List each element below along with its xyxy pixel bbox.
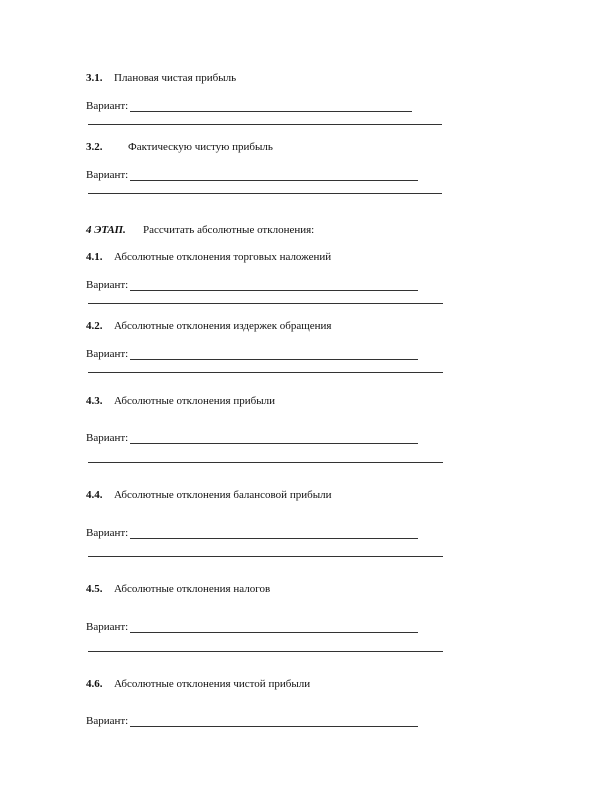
variant-line	[86, 715, 418, 727]
variant-line	[86, 100, 412, 112]
variant-line	[86, 621, 418, 633]
stage-label: 4 ЭТАП.	[86, 224, 126, 236]
variant-line	[86, 169, 418, 181]
answer-field[interactable]	[130, 433, 418, 444]
section-number: 4.5.	[86, 583, 103, 595]
variant-line	[86, 348, 418, 360]
answer-rule[interactable]	[88, 651, 443, 652]
answer-field[interactable]	[130, 716, 418, 727]
section-4-6-heading	[86, 678, 310, 690]
section-3-2-heading	[86, 141, 273, 153]
section-title: Абсолютные отклонения прибыли	[114, 395, 275, 407]
variant-label: Вариант:	[86, 100, 129, 112]
section-4-2-heading	[86, 320, 331, 332]
variant-label: Вариант:	[86, 348, 129, 360]
section-number: 4.6.	[86, 678, 103, 690]
section-number: 4.1.	[86, 251, 103, 263]
answer-field[interactable]	[130, 170, 418, 181]
section-4-5-heading	[86, 583, 270, 595]
section-title: Абсолютные отклонения чистой прибыли	[114, 678, 311, 690]
answer-rule[interactable]	[88, 462, 443, 463]
variant-line	[86, 432, 418, 444]
answer-rule[interactable]	[88, 303, 443, 304]
section-3-1-heading	[86, 72, 236, 84]
variant-line	[86, 527, 418, 539]
answer-field[interactable]	[130, 349, 418, 360]
stage-title: Рассчитать абсолютные отклонения:	[143, 224, 315, 236]
section-title: Абсолютные отклонения налогов	[114, 583, 271, 595]
answer-rule[interactable]	[88, 372, 443, 373]
section-4-3-heading	[86, 395, 275, 407]
section-number: 4.2.	[86, 320, 103, 332]
section-title: Плановая чистая прибыль	[114, 72, 237, 84]
section-4-4-heading	[86, 489, 331, 501]
variant-label: Вариант:	[86, 432, 129, 444]
variant-label: Вариант:	[86, 527, 129, 539]
section-title: Абсолютные отклонения издержек обращения	[114, 320, 332, 332]
variant-label: Вариант:	[86, 715, 129, 727]
stage-4-heading	[86, 224, 314, 236]
answer-field[interactable]	[130, 280, 418, 291]
section-number: 3.1.	[86, 72, 103, 84]
variant-label: Вариант:	[86, 279, 129, 291]
section-title: Фактическую чистую прибыль	[128, 141, 273, 153]
section-number: 3.2.	[86, 141, 103, 153]
variant-label: Вариант:	[86, 621, 129, 633]
section-4-1-heading	[86, 251, 331, 263]
answer-field[interactable]	[130, 528, 418, 539]
variant-label: Вариант:	[86, 169, 129, 181]
section-number: 4.3.	[86, 395, 103, 407]
answer-field[interactable]	[130, 101, 412, 112]
section-number: 4.4.	[86, 489, 103, 501]
section-title: Абсолютные отклонения балансовой прибыли	[114, 489, 332, 501]
answer-rule[interactable]	[88, 556, 443, 557]
section-title: Абсолютные отклонения торговых наложений	[114, 251, 332, 263]
answer-rule[interactable]	[88, 193, 442, 194]
answer-field[interactable]	[130, 622, 418, 633]
answer-rule[interactable]	[88, 124, 442, 125]
variant-line	[86, 279, 418, 291]
